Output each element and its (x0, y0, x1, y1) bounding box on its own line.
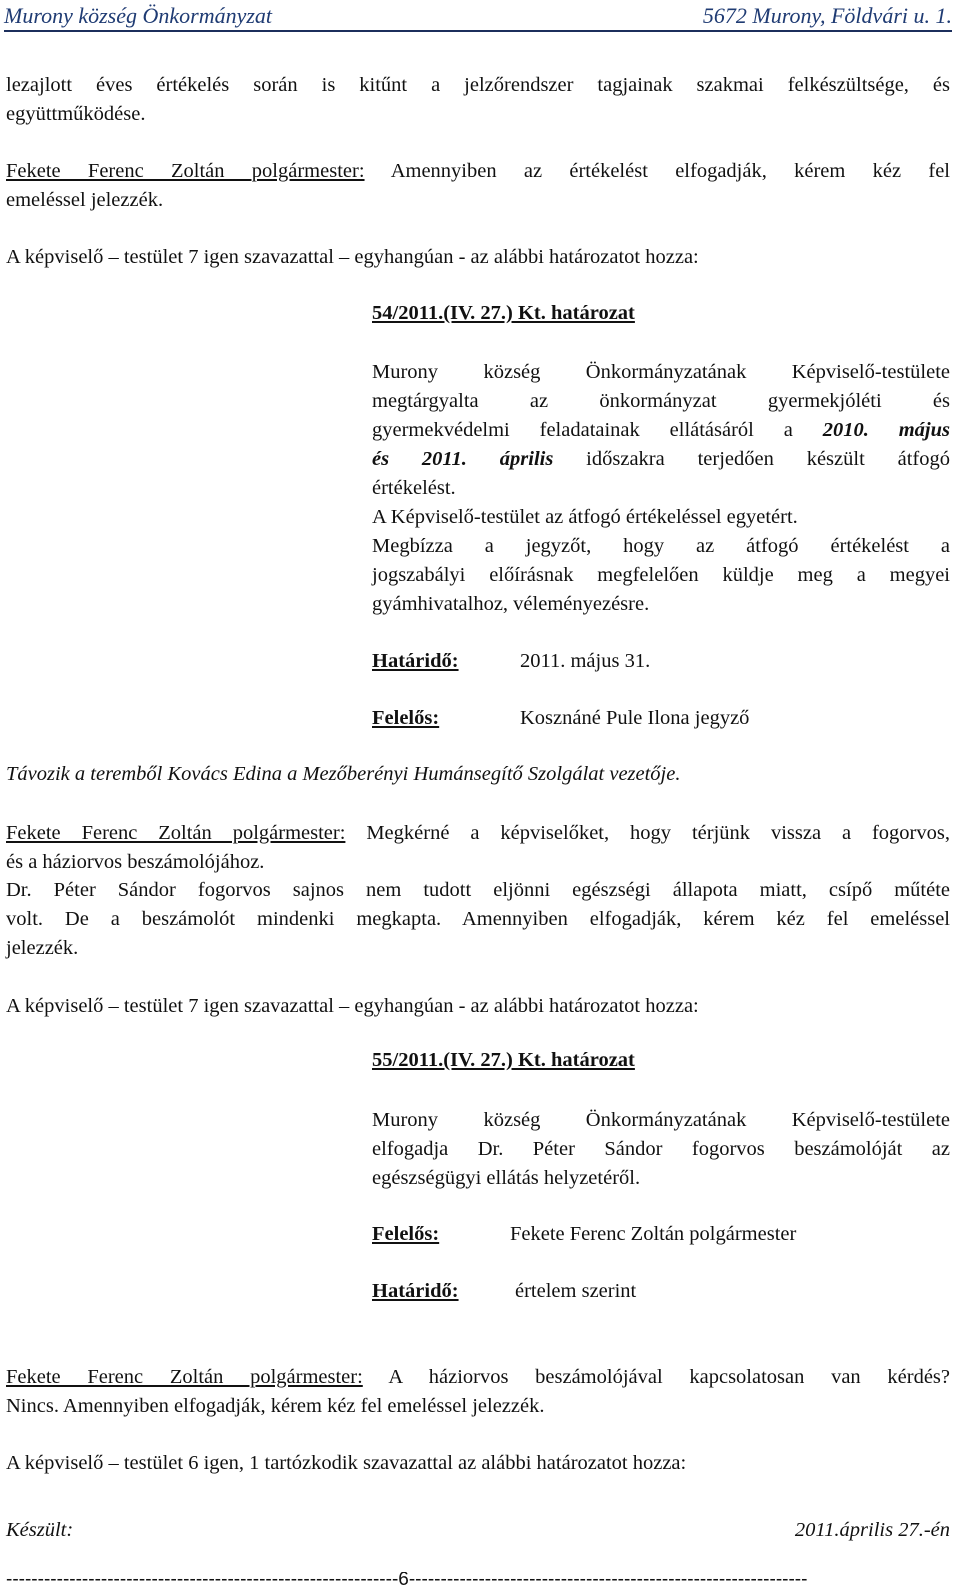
speech-text: A háziorvos beszámolójával kapcsolatosan van kérdés? (362, 1366, 950, 1388)
resolution-line: gyámhivatalhoz, véleményezésre. (372, 593, 650, 615)
resolution-line: elfogadja Dr. Péter Sándor fogorvos beszámolóját az (372, 1138, 950, 1160)
paragraph-line: lezajlott éves értékelés során is kitűnt a jelzőrendszer tagjainak szakmai felkészültsége, és (6, 74, 950, 96)
page-header (4, 0, 952, 32)
vote-statement: A képviselő – testület 7 igen szavazattal – egyhangúan - az alábbi határozatot hozza: (6, 246, 699, 268)
paragraph-line: és a háziorvos beszámolójához. (6, 851, 265, 873)
resolution-line: Murony község Önkormányzatának Képviselő-testülete (372, 361, 950, 383)
resolution-line: egészségügyi ellátás helyzetéről. (372, 1167, 641, 1189)
paragraph-line: Nincs. Amennyiben elfogadják, kérem kéz fel emeléssel jelezzék. (6, 1395, 545, 1417)
made-date: 2011.április 27.-én (794, 1519, 950, 1541)
deadline-row (372, 647, 950, 676)
resolution-line: megtárgyalta az önkormányzat gyermekjóléti és (372, 390, 950, 412)
resolution-line (372, 416, 950, 445)
deadline-row (372, 1277, 950, 1306)
paragraph-line: emeléssel jelezzék. (6, 189, 164, 211)
speaker-line (6, 1363, 950, 1392)
vote-statement: A képviselő – testület 7 igen szavazattal – egyhangúan - az alábbi határozatot hozza: (6, 995, 699, 1017)
resolution-text: gyermekvédelmi feladatainak ellátásáról a (372, 419, 823, 441)
paragraph-line: volt. De a beszámolót mindenki megkapta. Amennyiben elfogadják, kérem kéz fel emeléssel (6, 908, 950, 930)
made-row (6, 1516, 950, 1545)
speaker-line (6, 157, 950, 186)
deadline-value: értelem szerint (515, 1280, 637, 1302)
responsible-row (372, 1220, 950, 1249)
made-label: Készült: (6, 1519, 74, 1541)
speaker-name: Fekete Ferenc Zoltán polgármester: (6, 160, 365, 182)
vote-statement: A képviselő – testület 6 igen, 1 tartózkodik szavazattal az alábbi határozatot hozza: (6, 1452, 687, 1474)
speaker-line (6, 819, 950, 848)
header-municipality: Murony község Önkormányzat (4, 3, 273, 28)
resolution-line: Megbízza a jegyzőt, hogy az átfogó értékelést a (372, 535, 950, 557)
resolution-title: 54/2011.(IV. 27.) Kt. határozat (372, 302, 635, 324)
resolution-title: 55/2011.(IV. 27.) Kt. határozat (372, 1049, 635, 1071)
paragraph-line: együttműködése. (6, 103, 146, 125)
resolution-line: Murony község Önkormányzatának Képviselő-testülete (372, 1109, 950, 1131)
deadline-label: Határidő: (372, 650, 459, 672)
responsible-row (372, 704, 950, 733)
responsible-label: Felelős: (372, 1223, 440, 1245)
paragraph-line: jelezzék. (6, 937, 79, 959)
resolution-line: értékelést. (372, 477, 456, 499)
resolution-date: és 2011. április (372, 448, 554, 470)
page-number-footer: --------------------------------------------------------------6--------------------------------------------------------------- (6, 1572, 808, 1588)
header-address: 5672 Murony, Földvári u. 1. (702, 3, 952, 28)
speaker-name: Fekete Ferenc Zoltán polgármester: (6, 822, 346, 844)
resolution-text: időszakra terjedően készült átfogó (553, 448, 950, 470)
responsible-label: Felelős: (372, 707, 440, 729)
speech-text: Amennyiben az értékelést elfogadják, kérem kéz fel (364, 160, 951, 182)
responsible-value: Fekete Ferenc Zoltán polgármester (510, 1223, 797, 1245)
speech-text: Megkérné a képviselőket, hogy térjünk vissza a fogorvos, (345, 822, 950, 844)
responsible-value: Kosznáné Pule Ilona jegyző (520, 707, 750, 729)
resolution-date: 2010. május (822, 419, 950, 441)
paragraph-line: Dr. Péter Sándor fogorvos sajnos nem tudott eljönni egészségi állapota miatt, csípő műtéte (6, 879, 950, 901)
deadline-label: Határidő: (372, 1280, 459, 1302)
leave-note: Távozik a teremből Kovács Edina a Mezőberényi Humánsegítő Szolgálat vezetője. (6, 763, 681, 785)
deadline-value: 2011. május 31. (520, 650, 651, 672)
resolution-line: jogszabályi előírásnak megfelelően küldje meg a megyei (372, 564, 950, 586)
resolution-line: A Képviselő-testület az átfogó értékeléssel egyetért. (372, 506, 798, 528)
resolution-line (372, 445, 950, 474)
speaker-name: Fekete Ferenc Zoltán polgármester: (6, 1366, 363, 1388)
